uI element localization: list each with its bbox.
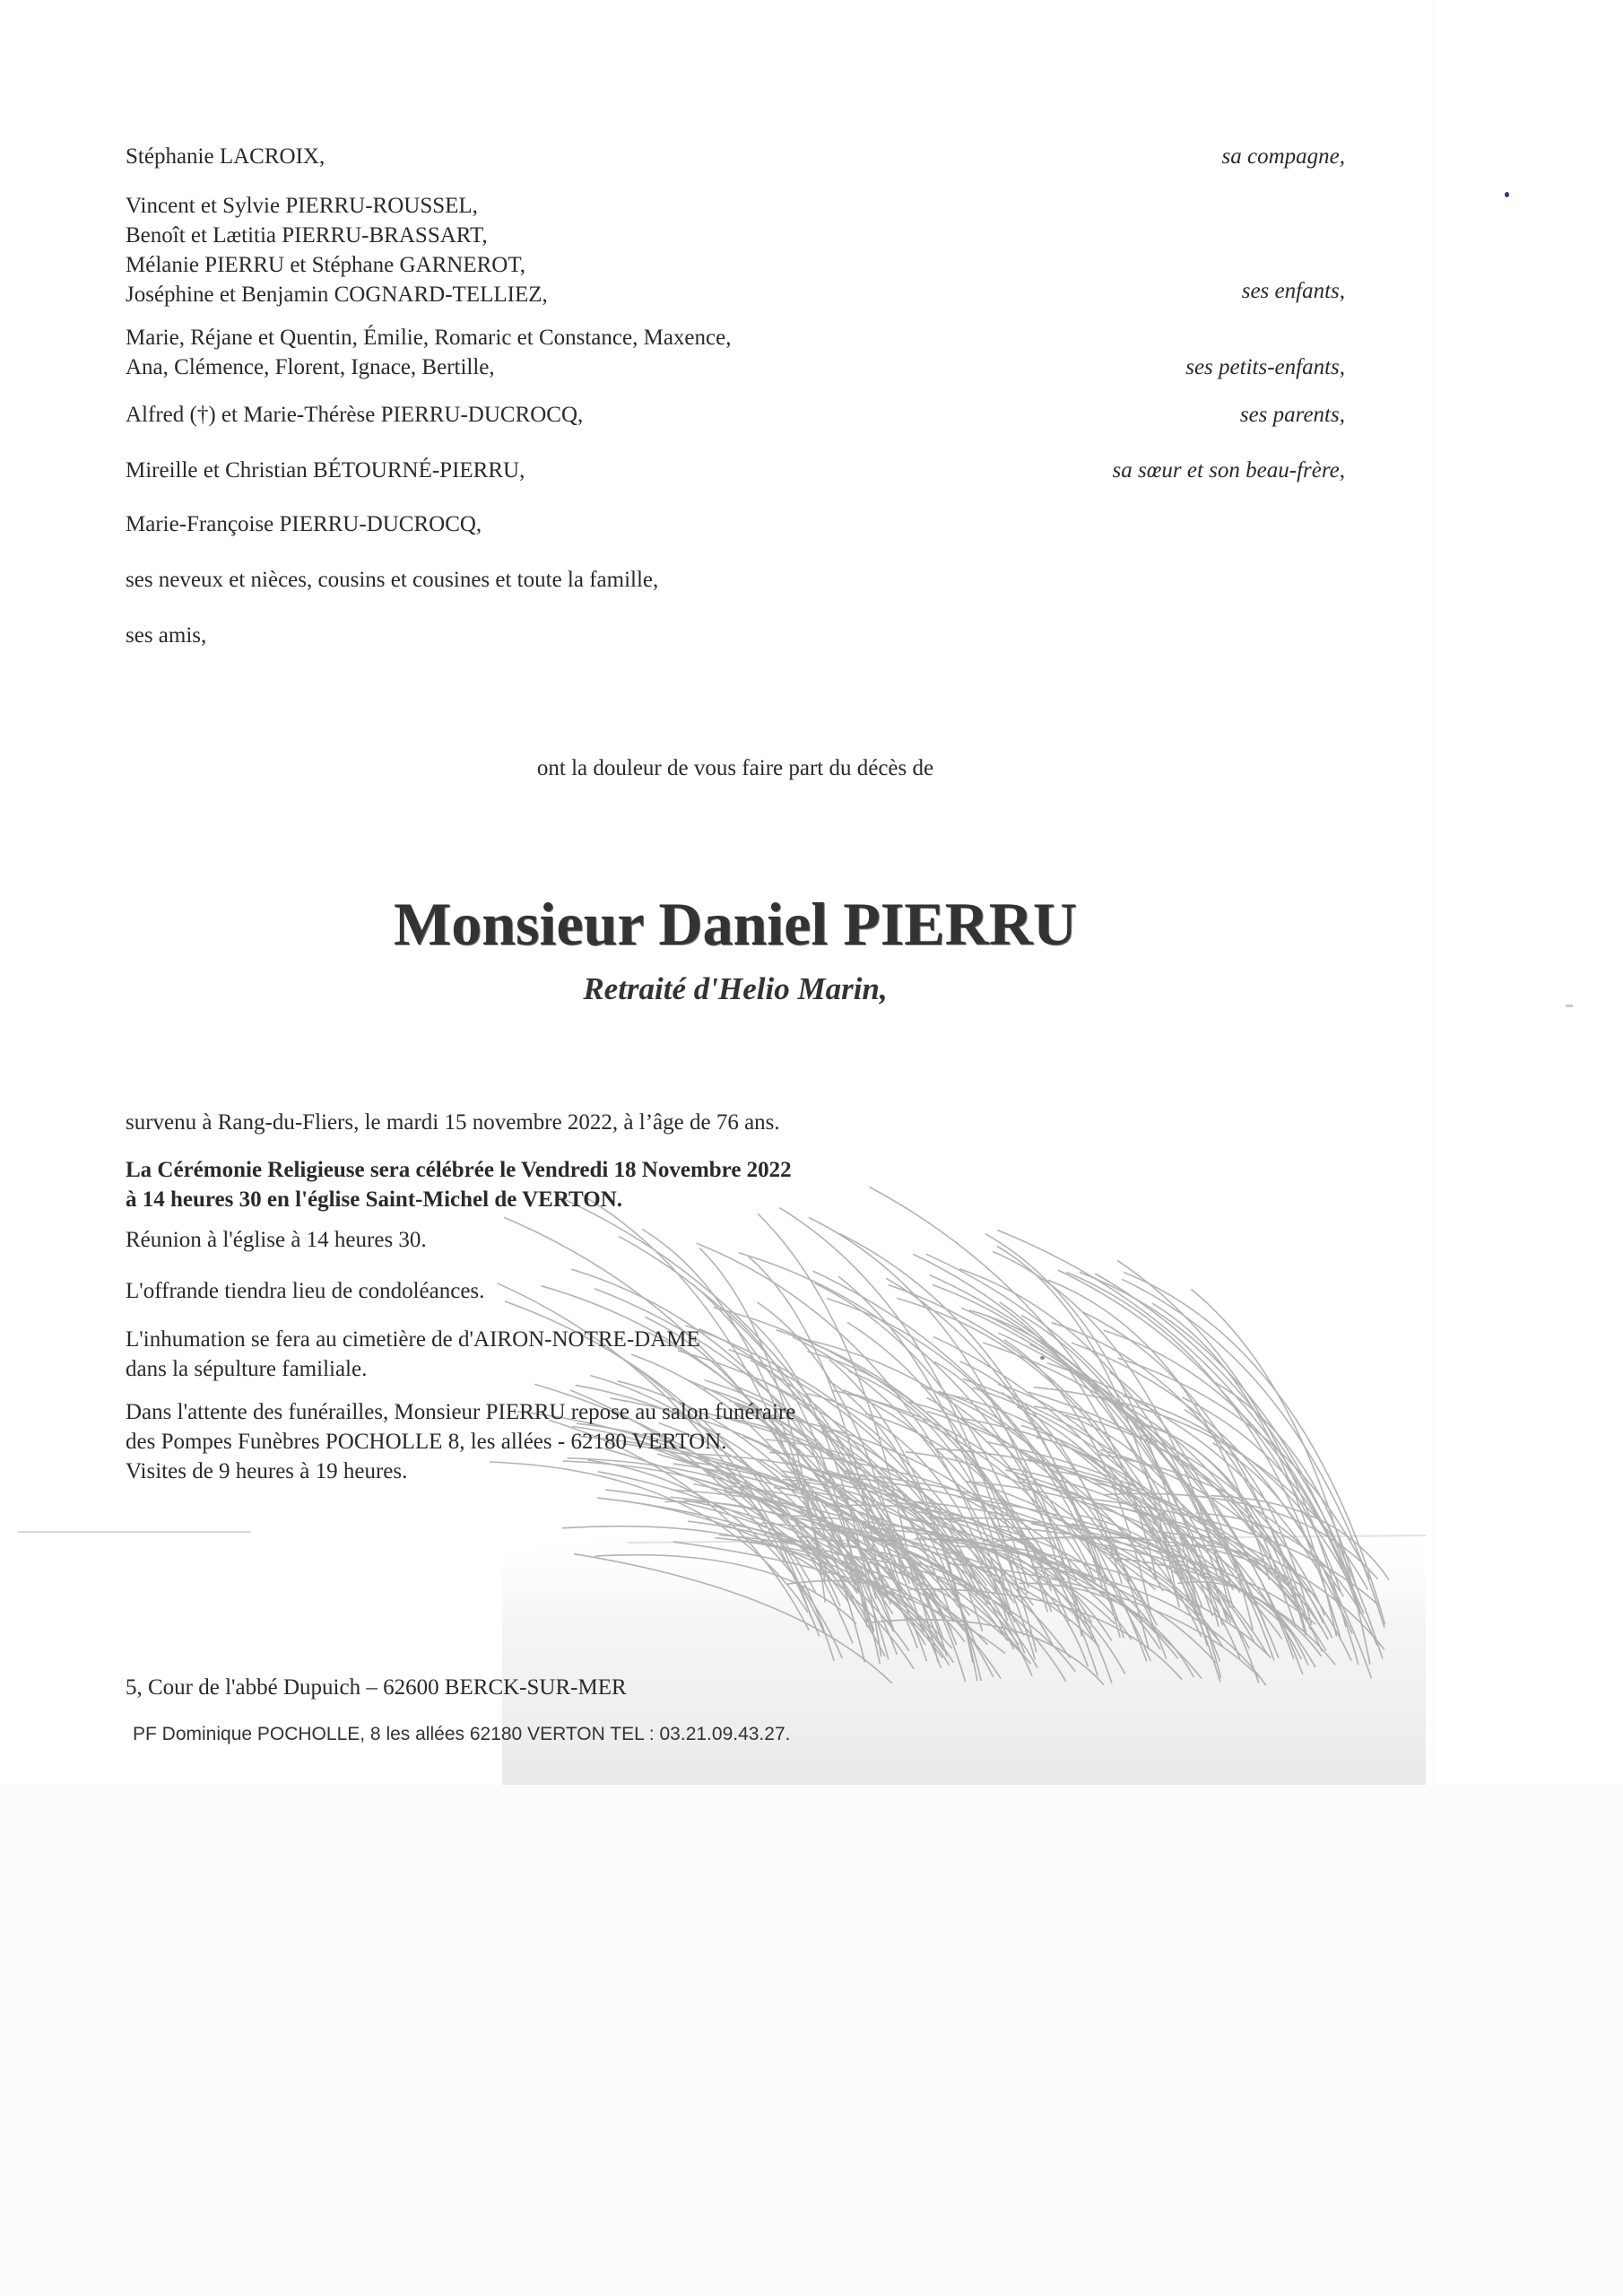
offering-notice: L'offrande tiendra lieu de condoléances. [126, 1279, 485, 1303]
family-role: sa compagne, [1221, 144, 1345, 169]
burial-line: dans la sépulture familiale. [126, 1357, 368, 1381]
ceremony-notice [126, 1155, 792, 1214]
family-member: Mélanie PIERRU et Stéphane GARNEROT, [126, 253, 525, 277]
wake-notice [126, 1397, 795, 1486]
family-member: Ana, Clémence, Florent, Ignace, Bertille, [126, 355, 495, 379]
family-member: Joséphine et Benjamin COGNARD-TELLIEZ, [126, 283, 548, 307]
deceased-name: Monsieur Daniel PIERRU [394, 890, 1077, 958]
family-member: Stéphanie LACROIX, [126, 144, 325, 169]
family-role: sa sœur et son beau-frère, [1112, 458, 1345, 483]
family-member: ses neveux et nièces, cousins et cousines et toute la famille, [126, 568, 659, 592]
scan-speck [1040, 1356, 1045, 1360]
family-group-children [126, 191, 548, 309]
family-role: ses petits-enfants, [1185, 355, 1345, 379]
family-member: Vincent et Sylvie PIERRU-ROUSSEL, [126, 194, 478, 218]
scan-speck [1566, 1004, 1573, 1007]
meeting-notice: Réunion à l'église à 14 heures 30. [126, 1228, 427, 1252]
family-member: ses amis, [126, 623, 207, 648]
death-notice: survenu à Rang-du-Fliers, le mardi 15 novembre 2022, à l’âge de 76 ans. [126, 1110, 780, 1135]
family-role: ses parents, [1239, 403, 1345, 427]
funeral-home-contact: PF Dominique POCHOLLE, 8 les allées 62180 VERTON TEL : 03.21.09.43.27. [133, 1724, 791, 1744]
ceremony-line: à 14 heures 30 en l'église Saint-Michel de VERTON. [126, 1187, 622, 1212]
ceremony-line: La Cérémonie Religieuse sera célébrée le Vendredi 18 Novembre 2022 [126, 1158, 792, 1182]
family-member: Mireille et Christian BÉTOURNÉ-PIERRU, [126, 458, 525, 483]
burial-notice [126, 1325, 700, 1384]
wake-line: Dans l'attente des funérailles, Monsieur PIERRU repose au salon funéraire [126, 1400, 796, 1424]
scan-background [0, 1785, 1623, 2296]
burial-line: L'inhumation se fera au cimetière de d'AIRON-NOTRE-DAME [126, 1327, 700, 1352]
family-role: ses enfants, [1241, 279, 1345, 303]
family-member: Marie, Réjane et Quentin, Émilie, Romaric et Constance, Maxence, [126, 326, 732, 350]
family-member: Benoît et Lætitia PIERRU-BRASSART, [126, 223, 488, 248]
deceased-subtitle: Retraité d'Helio Marin, [583, 971, 888, 1006]
wake-line: des Pompes Funèbres POCHOLLE 8, les allées - 62180 VERTON. [126, 1430, 727, 1454]
announcement-intro: ont la douleur de vous faire part du décès de [536, 756, 934, 780]
family-member: Marie-Françoise PIERRU-DUCROCQ, [126, 512, 482, 536]
family-group-grandchildren [126, 323, 731, 382]
wake-line: Visites de 9 heures à 19 heures. [126, 1459, 408, 1483]
scan-speck [1505, 192, 1509, 197]
family-member: Alfred (†) et Marie-Thérèse PIERRU-DUCROCQ, [126, 403, 584, 427]
family-address: 5, Cour de l'abbé Dupuich – 62600 BERCK-SUR-MER [126, 1675, 627, 1700]
